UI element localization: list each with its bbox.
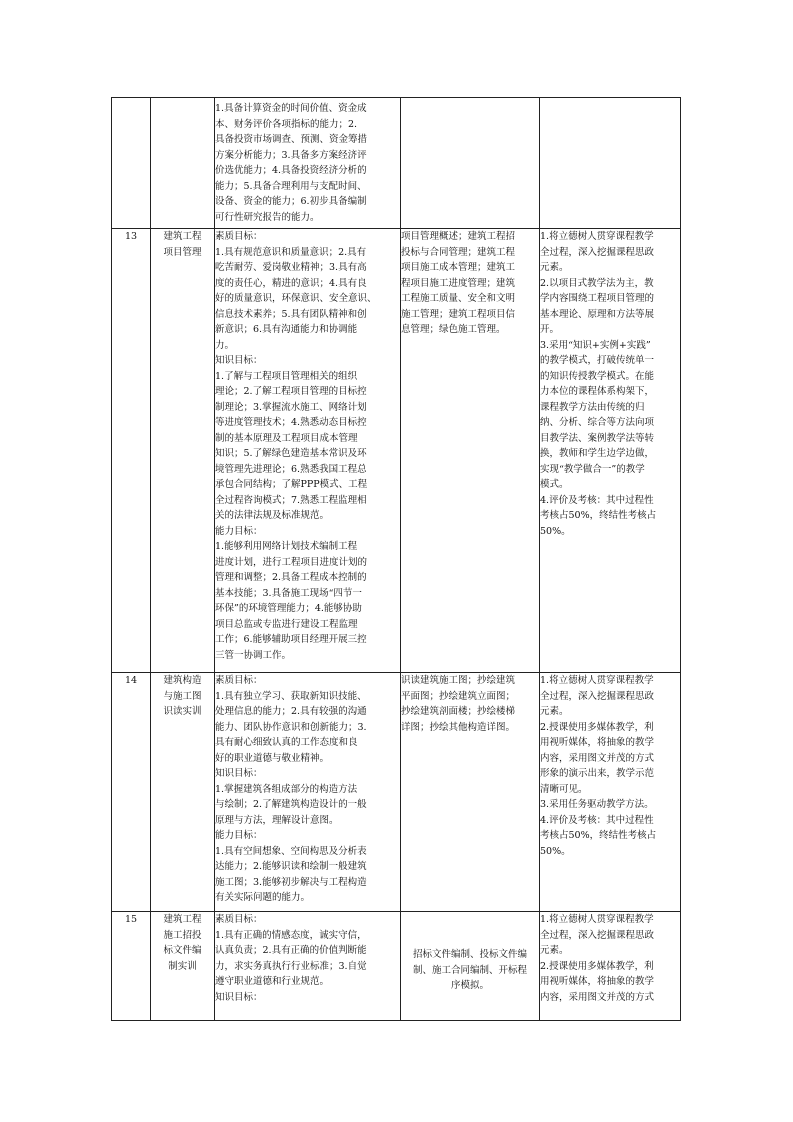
text-line: 清晰可见。 (540, 783, 588, 795)
text-line: 2.授课使用多媒体教学，利 (540, 960, 654, 972)
text-line: 纳、分析、综合等方法向项 (540, 417, 655, 428)
text-line: 用视听媒体，将抽象的教学 (540, 737, 655, 748)
text-line: 基本技能；3.具备施工现场“四节一 (215, 587, 362, 599)
text-line: 素质目标： (215, 914, 263, 925)
course-goals (215, 673, 401, 912)
text-line: 知识目标： (215, 355, 263, 366)
course-content (401, 229, 540, 673)
text-line: 能力、团队协作意识和创新能力；3. (215, 721, 367, 733)
course-content (401, 673, 540, 912)
text-line: 项目总监或专监进行建设工程监理 (215, 618, 358, 630)
text-line: 吃苦耐劳、爱岗敬业精神；3.具有高 (215, 262, 367, 273)
text-line: 设备、资金的能力；6.初步具备编制 (215, 196, 367, 207)
text-line: 具有耐心细致认真的工作态度和良 (215, 737, 358, 748)
text-line: 1.具有独立学习、获取新知识技能、 (215, 690, 367, 702)
course-table (111, 97, 681, 1021)
text-line: 3.采用任务驱动教学方法。 (540, 799, 654, 810)
text-line: 2.以项目式教学法为主，教 (540, 277, 654, 289)
text-line: 境管理先进理论；6.熟悉我国工程总 (215, 463, 367, 475)
text-line: 的教学模式，打破传统单一 (540, 355, 655, 366)
text-line: 1.将立德树人贯穿课程教学 (540, 675, 654, 686)
text-line: 方案分析能力；3.具备多方案经济评 (215, 149, 367, 161)
text-line: 用视听媒体，将抽象的教学 (540, 976, 655, 987)
text-line: 信息技术素养；5.具有团队精神和创 (215, 308, 367, 320)
text-line: 4.评价及考核：其中过程性 (540, 494, 654, 506)
table-row (112, 98, 681, 229)
text-line: 全过程，深入挖掘课程思政 (540, 690, 655, 702)
course-name (151, 229, 215, 673)
text-line: 1.将立德树人贯穿课程教学 (540, 914, 654, 925)
text-line: 好的质量意识，环保意识、安全意识、 (215, 293, 377, 304)
text-line: 力本位的课程体系构架下， (540, 386, 655, 397)
text-line: 招标文件编制、投标文件编 (412, 949, 527, 960)
text-line: 承包合同结构；了解PPP模式、工程 (215, 479, 368, 490)
text-line: 进度计划，进行工程项目进度计划的 (215, 556, 368, 568)
text-line: 与施工图 (163, 690, 202, 702)
course-content (401, 912, 540, 1021)
text-line: 工程施工质量、安全和文明 (401, 293, 516, 304)
text-line: 达能力；2.能够识读和绘制一般建筑 (215, 861, 367, 872)
text-line: 建筑工程 (163, 914, 202, 925)
text-line: 1.了解与工程项目管理相关的组织 (215, 370, 358, 382)
text-line: 课程教学方法由传统的归 (540, 401, 645, 413)
text-line: 三管一协调工作。 (215, 649, 292, 661)
text-line: 全过程，深入挖掘课程思政 (540, 246, 655, 258)
text-line: 详图；抄绘其他构造详图。 (401, 721, 516, 733)
text-line: 施工图；3.能够初步解决与工程构造 (215, 876, 367, 888)
text-line: 平面图；抄绘建筑立面图； (401, 690, 516, 702)
text-line: 遵守职业道德和行业规范。 (215, 976, 330, 987)
course-goals (215, 912, 401, 1021)
text-line: 建筑工程 (163, 231, 202, 242)
text-line: 价选优能力；4.具备投资经济分析的 (215, 165, 367, 176)
text-line: 形象的演示出来，教学示范 (540, 768, 655, 779)
course-name (151, 98, 215, 229)
text-line: 可行性研究报告的能力。 (215, 211, 320, 223)
text-line: 实现“教学做合一”的教学 (540, 463, 645, 475)
text-line: 项目施工成本管理；建筑工 (401, 262, 516, 273)
text-line: 知识；5.了解绿色建造基本常识及环 (215, 448, 367, 459)
row-number: 15 (112, 912, 151, 1021)
text-line: 度的责任心，精进的意识；4.具有良 (215, 277, 367, 289)
text-line: 识读实训 (163, 706, 202, 717)
text-line: 的知识传授教学模式。在能 (540, 370, 655, 382)
text-line: 素质目标： (215, 675, 263, 686)
text-line: 与绘制；2.了解建筑构造设计的一般 (215, 799, 367, 810)
text-line: 具备投资市场调查、预测、资金筹措 (215, 134, 368, 145)
text-line: 内容，采用图文并茂的方式 (540, 752, 655, 764)
text-line: 50%。 (540, 525, 571, 537)
text-line: 1.具备计算资金的时间价值、资金成 (215, 103, 367, 114)
text-line: 投标与合同管理；建筑工程 (401, 246, 516, 258)
text-line: 1.将立德树人贯穿课程教学 (540, 231, 654, 242)
text-line: 开。 (540, 324, 560, 335)
teaching-methods (540, 98, 681, 229)
text-line: 内容，采用图文并茂的方式 (540, 991, 655, 1003)
teaching-methods (540, 673, 681, 912)
text-line: 制理论；3.掌握流水施工、网络计划 (215, 401, 367, 413)
text-line: 目教学法、案例教学法等转 (540, 432, 655, 444)
text-line: 制、施工合同编制、开标程 (412, 964, 527, 976)
course-content (401, 98, 540, 229)
text-line: 换，教师和学生边学边做， (540, 448, 655, 459)
text-line: 识读建筑施工图；抄绘建筑 (401, 675, 516, 686)
text-line: 1.具有正确的情感态度，诚实守信， (215, 929, 367, 941)
table-row (112, 229, 681, 673)
text-line: 能力目标： (215, 830, 263, 841)
row-number: 14 (112, 673, 151, 912)
text-line: 序模拟。 (450, 980, 489, 991)
text-line: 项目管理 (163, 246, 202, 258)
text-line: 知识目标： (215, 991, 263, 1003)
text-line: 新意识；6.具有沟通能力和协调能 (215, 324, 358, 335)
text-line: 本、财务评价各项指标的能力；2. (215, 118, 358, 130)
text-line: 3.采用“知识+实例+实践” (540, 339, 651, 351)
course-goals (215, 98, 401, 229)
text-line: 能力目标： (215, 525, 263, 537)
text-line: 模式。 (540, 479, 569, 490)
text-line: 程项目施工进度管理；建筑 (401, 277, 516, 289)
text-line: 1.能够利用网络计划技术编制工程 (215, 541, 358, 552)
course-goals (215, 229, 401, 673)
teaching-methods (540, 229, 681, 673)
text-line: 元素。 (540, 945, 569, 956)
text-line: 元素。 (540, 706, 569, 717)
text-line: 50%。 (540, 845, 571, 857)
text-line: 学内容围绕工程项目管理的 (540, 293, 655, 304)
text-line: 考核占50%，终结性考核占 (540, 510, 657, 521)
text-line: 关的法律法规及标准规范。 (215, 510, 330, 521)
course-name (151, 673, 215, 912)
text-line: 施工招投 (163, 929, 202, 941)
text-line: 环保”的环境管理能力；4.能够协助 (215, 603, 362, 614)
text-line: 施工管理；建筑工程项目信 (401, 308, 516, 320)
text-line: 处理信息的能力；2.具有较强的沟通 (215, 706, 367, 717)
text-line: 认真负责；2.具有正确的价值判断能 (215, 945, 367, 956)
table-row (112, 673, 681, 912)
text-line: 1.具有空间想象、空间构思及分析表 (215, 845, 367, 857)
text-line: 能力；5.具备合理利用与支配时间、 (215, 180, 367, 192)
text-line: 等进度管理技术；4.熟悉动态目标控 (215, 417, 367, 428)
table-row (112, 912, 681, 1021)
text-line: 4.评价及考核：其中过程性 (540, 814, 654, 826)
text-line: 知识目标： (215, 768, 263, 779)
row-number (112, 98, 151, 229)
text-line: 有关实际问题的能力。 (215, 892, 311, 903)
text-line: 项目管理概述；建筑工程招 (401, 231, 516, 242)
text-line: 理论；2.了解工程项目管理的目标控 (215, 386, 367, 397)
text-line: 好的职业道德与敬业精神。 (215, 752, 330, 764)
text-line: 全过程咨询模式；7.熟悉工程监理相 (215, 494, 367, 506)
teaching-methods (540, 912, 681, 1021)
text-line: 工作；6.能够辅助项目经理开展三控 (215, 634, 367, 645)
text-line: 制实训 (168, 960, 197, 972)
text-line: 元素。 (540, 262, 569, 273)
text-line: 考核占50%，终结性考核占 (540, 830, 657, 841)
text-line: 1.掌握建筑各组成部分的构造方法 (215, 783, 358, 795)
row-number: 13 (112, 229, 151, 673)
text-line: 建筑构造 (163, 675, 202, 686)
course-table-body (112, 98, 681, 1021)
text-line: 息管理；绿色施工管理。 (401, 324, 506, 335)
text-line: 原理与方法，理解设计意图。 (215, 814, 339, 826)
text-line: 2.授课使用多媒体教学，利 (540, 721, 654, 733)
text-line: 基本理论、原理和方法等展 (540, 308, 655, 320)
text-line: 全过程，深入挖掘课程思政 (540, 929, 655, 941)
text-line: 抄绘建筑剖面楼；抄绘楼梯 (401, 706, 516, 717)
text-line: 素质目标： (215, 231, 263, 242)
text-line: 制的基本原理及工程项目成本管理 (215, 432, 358, 444)
course-name (151, 912, 215, 1021)
text-line: 力，求实务真执行行业标准；3.自觉 (215, 960, 367, 972)
text-line: 1.具有规范意识和质量意识；2.具有 (215, 246, 367, 258)
text-line: 力。 (215, 339, 235, 351)
text-line: 管理和调整；2.具备工程成本控制的 (215, 572, 367, 583)
text-line: 标文件编 (163, 945, 202, 956)
